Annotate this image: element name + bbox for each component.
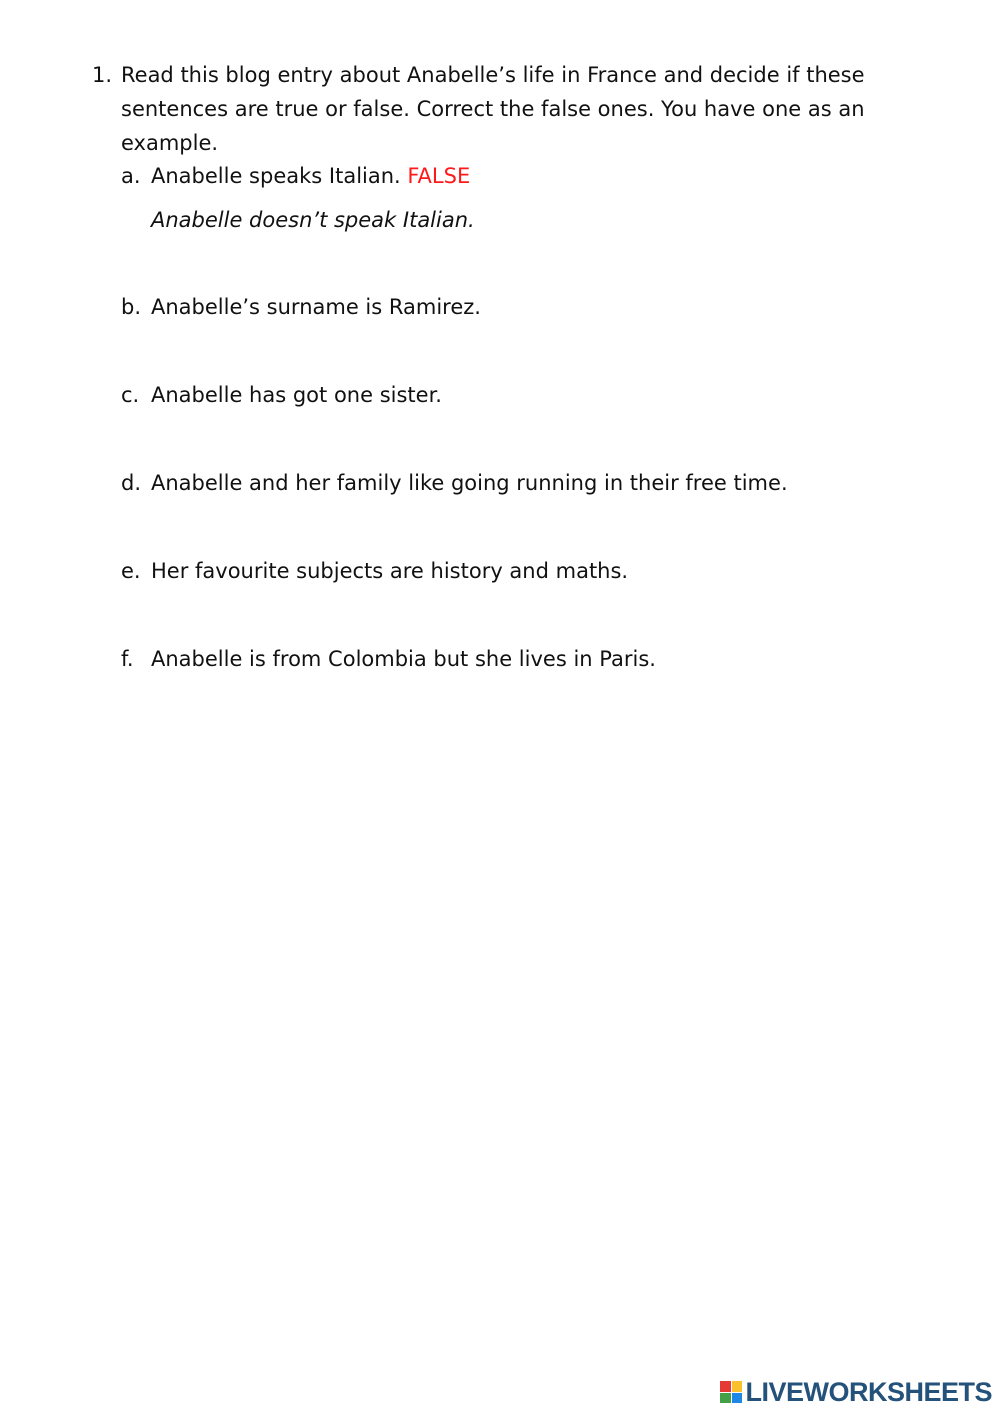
logo-square-green [720,1393,731,1404]
question-number: 1. [92,63,113,87]
statement-text: Anabelle has got one sister. [151,383,442,407]
logo-square-red [720,1381,731,1392]
statement-sentence: Anabelle speaks Italian. [151,164,401,188]
statement-letter: a. [121,164,141,188]
logo-square-yellow [732,1381,743,1392]
statement-text: Her favourite subjects are history and maths. [151,559,629,583]
statement-text [151,159,470,193]
statement-letter: e. [121,559,141,583]
false-tag: FALSE [407,164,471,188]
statement-letter: b. [121,295,142,319]
question-instructions: Read this blog entry about Anabelle’s life in France and decide if these sentences are true or false. Correct the false ones. You have one as an example. [121,63,865,155]
statement-text: Anabelle is from Colombia but she lives in Paris. [151,647,656,671]
example-answer: Anabelle doesn’t speak Italian. [151,208,475,232]
statement-letter: f. [121,647,134,671]
statement-letter: d. [121,471,142,495]
liveworksheets-logo-icon [720,1381,742,1403]
statement-letter: c. [121,383,140,407]
statement-text: Anabelle and her family like going running in their free time. [151,471,788,495]
logo-square-blue [732,1393,743,1404]
question-1 [92,58,902,160]
statement-text: Anabelle’s surname is Ramirez. [151,295,481,319]
logo-text: LIVEWORKSHEETS [745,1377,992,1407]
liveworksheets-logo [720,1377,992,1407]
